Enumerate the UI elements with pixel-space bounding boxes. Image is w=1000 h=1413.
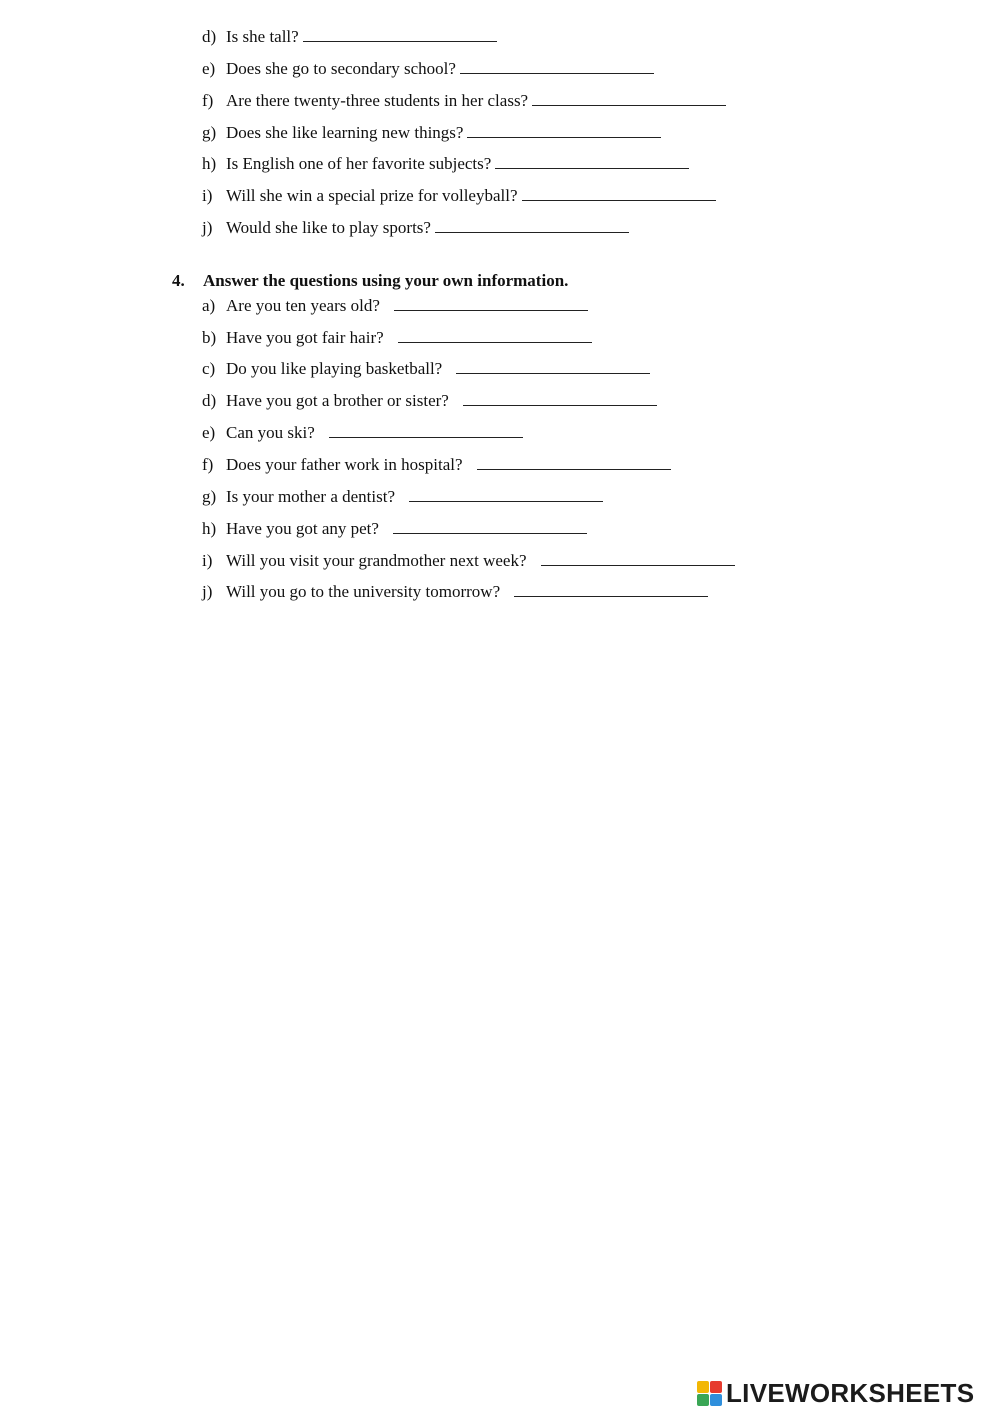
- logo-wordmark: LIVEWORKSHEETS: [726, 1377, 975, 1408]
- question-label: j): [202, 218, 213, 237]
- question-label: g): [202, 123, 217, 142]
- answer-blank[interactable]: [463, 387, 657, 406]
- question-text: Will you go to the university tomorrow?: [226, 582, 501, 601]
- question-text: Is your mother a dentist?: [226, 487, 396, 506]
- question-item: [202, 214, 629, 238]
- question-label: f): [202, 91, 214, 110]
- question-text: Are there twenty-three students in her class?: [226, 91, 529, 110]
- question-text: Does she like learning new things?: [226, 123, 464, 142]
- question-text: Have you got a brother or sister?: [226, 391, 449, 410]
- question-label: e): [202, 423, 216, 442]
- question-text: Does your father work in hospital?: [226, 455, 463, 474]
- question-item: [202, 324, 592, 348]
- answer-blank[interactable]: [495, 150, 689, 169]
- section-number: 4.: [172, 271, 185, 290]
- question-item: [202, 578, 708, 602]
- question-label: f): [202, 455, 214, 474]
- question-item: [202, 182, 716, 206]
- question-text: Is English one of her favorite subjects?: [226, 154, 492, 173]
- logo-square: [710, 1381, 722, 1393]
- question-label: i): [202, 551, 213, 570]
- question-label: i): [202, 186, 213, 205]
- liveworksheets-logo: [697, 1378, 974, 1408]
- answer-blank[interactable]: [532, 87, 726, 106]
- question-label: g): [202, 487, 217, 506]
- question-item: [202, 387, 657, 411]
- question-item: [202, 55, 654, 79]
- question-label: d): [202, 27, 217, 46]
- answer-blank[interactable]: [409, 483, 603, 502]
- answer-blank[interactable]: [467, 119, 661, 138]
- question-label: h): [202, 519, 217, 538]
- question-item: [202, 292, 588, 316]
- answer-blank[interactable]: [394, 292, 588, 311]
- section-heading: [172, 269, 568, 293]
- section-title: Answer the questions using your own information.: [203, 271, 569, 290]
- question-text: Will she win a special prize for volleyball?: [226, 186, 518, 205]
- answer-blank[interactable]: [456, 355, 650, 374]
- answer-blank[interactable]: [435, 214, 629, 233]
- question-item: [202, 515, 587, 539]
- logo-square: [697, 1394, 709, 1406]
- question-item: [202, 87, 726, 111]
- question-text: Can you ski?: [226, 423, 315, 442]
- question-item: [202, 119, 661, 143]
- logo-square: [697, 1381, 709, 1393]
- question-item: [202, 483, 603, 507]
- question-item: [202, 355, 650, 379]
- answer-blank[interactable]: [329, 419, 523, 438]
- answer-blank[interactable]: [460, 55, 654, 74]
- question-text: Is she tall?: [226, 27, 299, 46]
- liveworksheets-logo-icon: [697, 1381, 722, 1406]
- question-label: a): [202, 296, 216, 315]
- answer-blank[interactable]: [393, 515, 587, 534]
- answer-blank[interactable]: [514, 578, 708, 597]
- question-text: Do you like playing basketball?: [226, 359, 443, 378]
- question-item: [202, 23, 497, 47]
- question-text: Have you got any pet?: [226, 519, 379, 538]
- question-item: [202, 451, 671, 475]
- answer-blank[interactable]: [541, 547, 735, 566]
- question-text: Does she go to secondary school?: [226, 59, 456, 78]
- question-item: [202, 419, 523, 443]
- answer-blank[interactable]: [522, 182, 716, 201]
- question-label: e): [202, 59, 216, 78]
- question-item: [202, 150, 689, 174]
- question-label: j): [202, 582, 213, 601]
- answer-blank[interactable]: [303, 23, 497, 42]
- question-label: b): [202, 328, 217, 347]
- question-text: Will you visit your grandmother next week?: [226, 551, 527, 570]
- logo-square: [710, 1394, 722, 1406]
- question-text: Would she like to play sports?: [226, 218, 431, 237]
- question-text: Have you got fair hair?: [226, 328, 384, 347]
- question-label: c): [202, 359, 216, 378]
- question-label: h): [202, 154, 217, 173]
- question-text: Are you ten years old?: [226, 296, 380, 315]
- question-item: [202, 547, 735, 571]
- answer-blank[interactable]: [398, 324, 592, 343]
- question-label: d): [202, 391, 217, 410]
- answer-blank[interactable]: [477, 451, 671, 470]
